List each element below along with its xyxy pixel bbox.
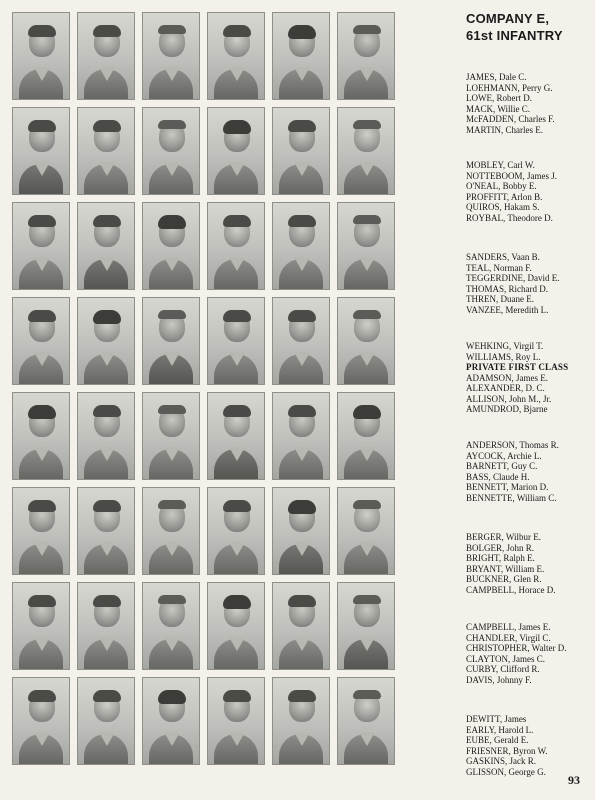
name-entry: ALEXANDER, D. C. (466, 383, 545, 393)
collar-shape (99, 637, 115, 651)
portrait-photo (12, 582, 70, 670)
collar-shape (294, 67, 310, 81)
collar-shape (99, 257, 115, 271)
name-group-1 (466, 72, 588, 135)
name-entry: ADAMSON, James E. (466, 372, 548, 383)
hair-shape (288, 405, 316, 417)
collar-shape (164, 257, 180, 271)
collar-shape (294, 257, 310, 271)
rank-heading: PRIVATE FIRST CLASS (466, 362, 569, 372)
portrait-photo (77, 582, 135, 670)
collar-shape (99, 352, 115, 366)
name-entry: BOLGER, John R. (466, 542, 535, 553)
collar-shape (359, 162, 375, 176)
name-entry: BENNETT, Marion D. (466, 482, 549, 492)
collar-shape (34, 352, 50, 366)
name-entry: BRIGHT, Ralph E. (466, 553, 535, 563)
collar-shape (34, 162, 50, 176)
portrait-photo (207, 202, 265, 290)
name-entry: WILLIAMS, Roy L. (466, 351, 541, 362)
name-entry: O'NEAL, Bobby E. (466, 181, 537, 191)
hair-shape (28, 500, 56, 512)
portrait-photo (272, 12, 330, 100)
collar-shape (359, 542, 375, 556)
collar-shape (229, 447, 245, 461)
name-entry: THREN, Duane E. (466, 294, 534, 304)
name-entry: THOMAS, Richard D. (466, 283, 548, 294)
portrait-photo (337, 392, 395, 480)
collar-shape (294, 637, 310, 651)
hair-shape (158, 500, 186, 509)
collar-shape (359, 67, 375, 81)
collar-shape (99, 542, 115, 556)
portrait-photo (207, 487, 265, 575)
hair-shape (223, 120, 251, 134)
hair-shape (93, 595, 121, 607)
portrait-photo (207, 107, 265, 195)
hair-shape (158, 120, 186, 129)
collar-shape (34, 542, 50, 556)
portrait-photo (142, 202, 200, 290)
name-entry: MARTIN, Charles E. (466, 124, 543, 135)
hair-shape (223, 690, 251, 702)
portrait-photo (272, 582, 330, 670)
collar-shape (229, 257, 245, 271)
name-entry: ROYBAL, Theodore D. (466, 212, 553, 223)
portrait-photo (77, 202, 135, 290)
name-group-8 (466, 714, 588, 777)
collar-shape (34, 637, 50, 651)
name-entry: LOWE, Robert D. (466, 93, 532, 103)
company-heading (466, 10, 588, 44)
name-entry: AYCOCK, Archie L. (466, 450, 542, 461)
portrait-photo (272, 107, 330, 195)
name-entry: CHRISTOPHER, Walter D. (466, 643, 567, 653)
name-entry: PROFFITT, Arlon B. (466, 191, 543, 202)
name-entry: TEAL, Norman F. (466, 262, 532, 273)
hair-shape (288, 120, 316, 132)
hair-shape (93, 310, 121, 324)
hair-shape (223, 215, 251, 227)
portrait-photo (272, 202, 330, 290)
portrait-photo (337, 487, 395, 575)
portrait-photo (12, 677, 70, 765)
hair-shape (93, 405, 121, 417)
hair-shape (223, 25, 251, 37)
portrait-photo (272, 297, 330, 385)
portrait-photo (207, 392, 265, 480)
name-group-4 (466, 341, 588, 415)
hair-shape (223, 500, 251, 512)
name-entry: ANDERSON, Thomas R. (466, 440, 559, 450)
hair-shape (158, 310, 186, 319)
collar-shape (229, 67, 245, 81)
hair-shape (28, 690, 56, 702)
name-group-3 (466, 252, 588, 315)
name-entry: EUBE, Gerald E. (466, 735, 529, 745)
portrait-photo (207, 582, 265, 670)
collar-shape (229, 732, 245, 746)
portrait-photo (207, 677, 265, 765)
collar-shape (164, 162, 180, 176)
collar-shape (359, 257, 375, 271)
portrait-photo (142, 582, 200, 670)
collar-shape (34, 447, 50, 461)
portrait-photo (142, 392, 200, 480)
portrait-photo (337, 677, 395, 765)
collar-shape (34, 67, 50, 81)
company-title-line-2: 61st INFANTRY (466, 28, 563, 43)
name-entry: DAVIS, Johnny F. (466, 674, 532, 685)
hair-shape (28, 120, 56, 132)
portrait-photo (77, 487, 135, 575)
portrait-photo (77, 12, 135, 100)
portrait-photo (12, 12, 70, 100)
collar-shape (164, 447, 180, 461)
name-entry: BENNETTE, William C. (466, 492, 557, 503)
portrait-photo (207, 297, 265, 385)
hair-shape (93, 120, 121, 132)
name-entry: QUIROS, Hakam S. (466, 202, 540, 212)
collar-shape (229, 637, 245, 651)
portrait-photo (142, 297, 200, 385)
hair-shape (93, 215, 121, 227)
hair-shape (158, 690, 186, 704)
name-entry: WEHKING, Virgil T. (466, 341, 544, 351)
portrait-photo (12, 107, 70, 195)
name-entry: BUCKNER, Glen R. (466, 574, 542, 584)
name-group-6 (466, 532, 588, 595)
hair-shape (288, 25, 316, 39)
collar-shape (99, 162, 115, 176)
name-entry: BRYANT, William E. (466, 563, 545, 574)
hair-shape (353, 595, 381, 604)
collar-shape (294, 352, 310, 366)
hair-shape (353, 690, 381, 699)
name-entry: TEGGERDINE, David E. (466, 273, 560, 283)
hair-shape (288, 690, 316, 702)
portrait-photo (272, 677, 330, 765)
portrait-photo (142, 107, 200, 195)
hair-shape (288, 595, 316, 607)
portrait-photo (142, 12, 200, 100)
name-entry: BERGER, Wilbur E. (466, 532, 541, 542)
name-entry: BASS, Claude H. (466, 471, 530, 482)
portrait-photo (207, 12, 265, 100)
hair-shape (158, 595, 186, 604)
collar-shape (164, 352, 180, 366)
hair-shape (28, 215, 56, 227)
name-entry: EARLY, Harold L. (466, 724, 534, 735)
name-entry: NOTTEBOOM, James J. (466, 170, 557, 181)
name-entry: VANZEE, Meredith L. (466, 304, 549, 315)
collar-shape (164, 637, 180, 651)
hair-shape (353, 25, 381, 34)
collar-shape (99, 732, 115, 746)
collar-shape (229, 352, 245, 366)
portrait-photo (272, 392, 330, 480)
name-entry: DEWITT, James (466, 714, 527, 724)
collar-shape (34, 732, 50, 746)
hair-shape (93, 25, 121, 37)
portrait-photo (77, 107, 135, 195)
hair-shape (288, 500, 316, 514)
portrait-photo (337, 107, 395, 195)
collar-shape (359, 637, 375, 651)
name-entry: CAMPBELL, Horace D. (466, 584, 556, 595)
name-entry: GLISSON, George G. (466, 766, 546, 777)
hair-shape (223, 595, 251, 609)
name-entry: SANDERS, Vaan B. (466, 252, 540, 262)
portrait-photo (77, 392, 135, 480)
collar-shape (229, 162, 245, 176)
name-entry: CAMPBELL, James E. (466, 622, 551, 632)
portrait-photo (77, 297, 135, 385)
hair-shape (158, 405, 186, 414)
portrait-photo (12, 297, 70, 385)
portrait-photo (272, 487, 330, 575)
collar-shape (359, 732, 375, 746)
portrait-photo (337, 297, 395, 385)
portrait-photo (142, 677, 200, 765)
collar-shape (164, 732, 180, 746)
collar-shape (294, 732, 310, 746)
name-entry: McFADDEN, Charles F. (466, 114, 555, 124)
collar-shape (359, 352, 375, 366)
name-entry: AMUNDROD, Bjarne (466, 404, 548, 414)
hair-shape (353, 310, 381, 319)
hair-shape (28, 310, 56, 322)
name-entry: CLAYTON, James C. (466, 653, 546, 664)
collar-shape (99, 447, 115, 461)
hair-shape (353, 405, 381, 419)
portrait-photo (12, 392, 70, 480)
page-number: 93 (568, 773, 580, 787)
portrait-photo (337, 582, 395, 670)
portrait-photo (12, 487, 70, 575)
collar-shape (294, 542, 310, 556)
hair-shape (28, 25, 56, 37)
collar-shape (34, 257, 50, 271)
collar-shape (164, 542, 180, 556)
hair-shape (93, 500, 121, 512)
name-entry: MOBLEY, Carl W. (466, 160, 535, 170)
hair-shape (353, 215, 381, 224)
collar-shape (99, 67, 115, 81)
name-entry: GASKINS, Jack R. (466, 756, 537, 766)
name-entry: JAMES, Dale C. (466, 72, 527, 82)
name-group-7 (466, 622, 588, 685)
hair-shape (93, 690, 121, 702)
name-entry: ALLISON, John M., Jr. (466, 393, 552, 404)
hair-shape (158, 25, 186, 34)
portrait-photo (337, 12, 395, 100)
collar-shape (359, 447, 375, 461)
portrait-photo (337, 202, 395, 290)
name-group-2 (466, 160, 588, 223)
collar-shape (164, 67, 180, 81)
portrait-grid (12, 12, 396, 772)
portrait-photo (12, 202, 70, 290)
company-title-line-1: COMPANY E, (466, 11, 550, 26)
collar-shape (294, 162, 310, 176)
hair-shape (223, 405, 251, 417)
hair-shape (353, 500, 381, 509)
hair-shape (288, 215, 316, 227)
collar-shape (229, 542, 245, 556)
hair-shape (223, 310, 251, 322)
portrait-photo (142, 487, 200, 575)
name-entry: CURBY, Clifford R. (466, 664, 540, 674)
hair-shape (288, 310, 316, 322)
name-entry: FRIESNER, Byron W. (466, 745, 548, 756)
hair-shape (158, 215, 186, 229)
hair-shape (28, 595, 56, 607)
collar-shape (294, 447, 310, 461)
hair-shape (353, 120, 381, 129)
name-group-5 (466, 440, 588, 503)
name-entry: BARNETT, Guy C. (466, 461, 538, 471)
portrait-photo (77, 677, 135, 765)
name-entry: CHANDLER, Virgil C. (466, 632, 551, 643)
hair-shape (28, 405, 56, 419)
name-entry: LOEHMANN, Perry G. (466, 82, 553, 93)
name-entry: MACK, Willie C. (466, 103, 530, 114)
